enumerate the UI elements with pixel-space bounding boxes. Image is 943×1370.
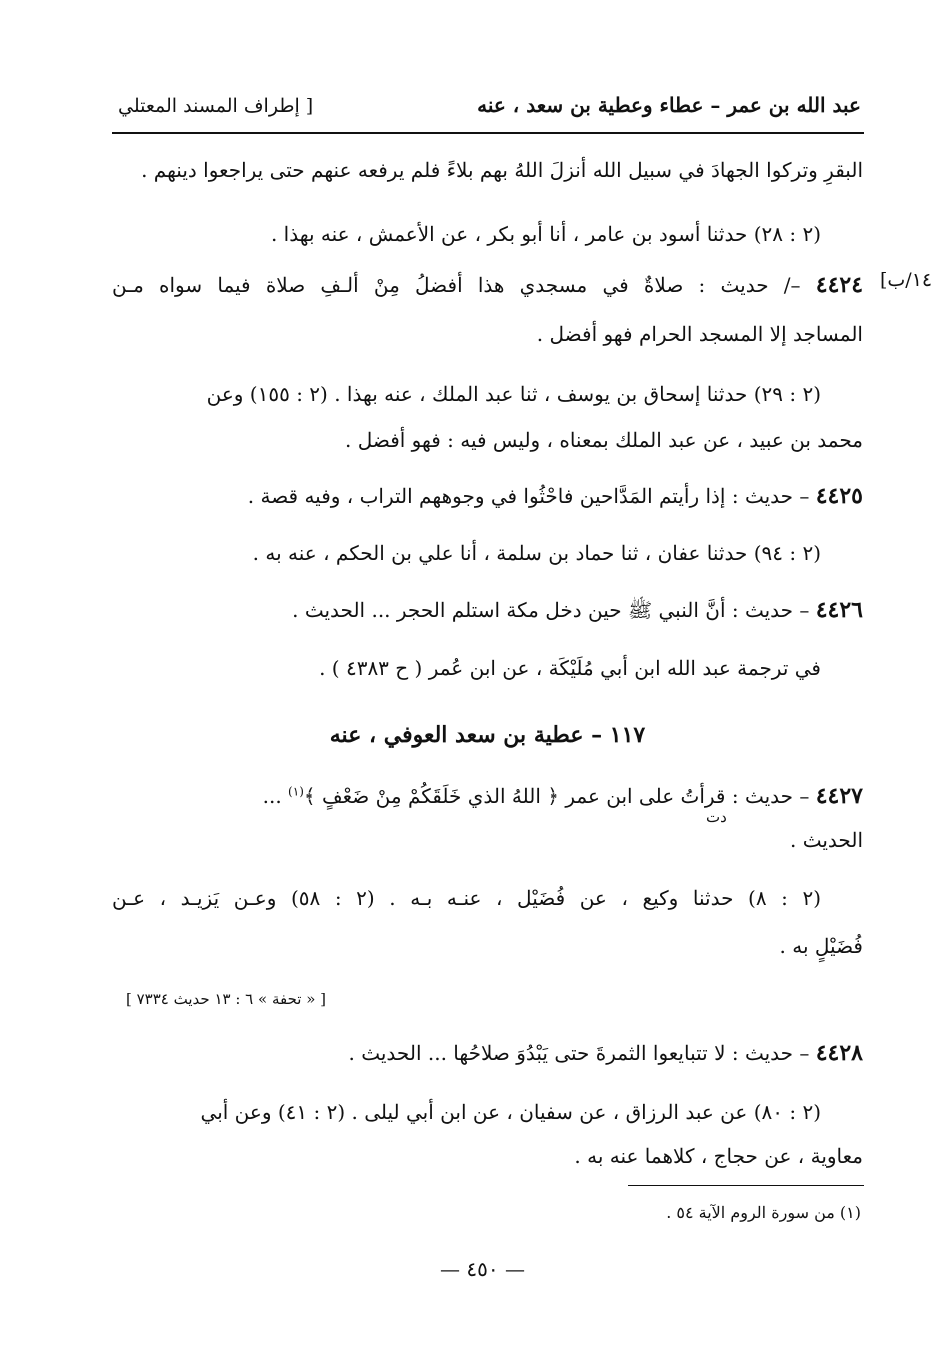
text-line: المساجد إلا المسجد الحرام فهو أفضل . (536, 322, 863, 346)
section-title: ١١٧ – عطية بن سعد العوفي ، عنه (329, 722, 646, 748)
hadith-number: ٤٤٢٧ (815, 783, 863, 809)
manuscript-folio-marker: ١٤/ب] (880, 269, 933, 291)
isnad-line: (٢ : ٩٤) حدثنا عفان ، ثنا حماد بن سلمة ، أنا علي بن الحكم ، عنه به . (252, 541, 821, 565)
isnad-line: (٢ : ٢٩) حدثنا إسحاق بن يوسف ، ثنا عبد الملك ، عنه بهذا . (٢ : ١٥٥) وعن (206, 382, 821, 406)
text-line: معاوية ، عن حجاج ، كلاهما عنه به . (574, 1144, 863, 1168)
running-header-book: [ إطراف المسند المعتلي (118, 95, 314, 117)
page-number: — ٤٥٠ — (440, 1257, 525, 1281)
footnote-reference: (١) (288, 784, 304, 799)
hadith-entry-4424 (112, 272, 863, 298)
text-line: البقرِ وتركوا الجهادَ في سبيل الله أنزلَ اللهُ بهم بلاءً فلم يرفعه عنهم حتى يراجعوا دينهم . (141, 158, 863, 182)
hadith-text: – حديث : إذا رأيتم المَدَّاحين فاحْثُوا في وجوههم التراب ، وفيه قصة . (247, 484, 810, 508)
hadith-number: ٤٤٢٤ (815, 272, 864, 298)
hadith-entry-4427 (112, 783, 863, 809)
isnad-line: (٢ : ٨) حدثنا وكيع ، عن فُضَيْل ، عنـه بـه . (٢ : ٥٨) وعـن يَزيـد ، عـن (112, 886, 822, 910)
hadith-number: ٤٤٢٦ (815, 597, 863, 623)
hadith-text: – حديث : قرأتُ على ابن عمر ﴿ اللهُ الذي خَلَقَكُمْ مِنْ ضَعْفٍ ﴾ (303, 784, 810, 808)
hadith-entry-4426 (112, 597, 863, 627)
isnad-line: (٢ : ٨٠) عن عبد الرزاق ، عن سفيان ، عن ابن أبي ليلى . (٢ : ٤١) وعن أبي (200, 1100, 821, 1124)
text-line: فُضَيْلٍ به . (779, 934, 863, 958)
text-line: الحديث . (790, 828, 863, 852)
cross-reference-line: في ترجمة عبد الله ابن أبي مُلَيْكَة ، عن ابن عُمر ( ح ٤٣٨٣ ) . (319, 656, 821, 680)
hadith-entry-4428 (112, 1040, 863, 1066)
hadith-entry-4425 (112, 483, 863, 509)
hadith-text: – حديث : لا تتبايعوا الثمرةَ حتى يَبْدُوَ صلاحُها ... الحديث . (348, 1041, 810, 1065)
hadith-text: – حديث : أنَّ النبي ﷺ حين دخل مكة استلم الحجر ... الحديث . (292, 598, 810, 622)
isnad-line: (٢ : ٢٨) حدثنا أسود بن عامر ، أنا أبو بكر ، عن الأعمش ، عنه بهذا . (270, 222, 821, 246)
hadith-ellipsis: ... (262, 784, 282, 808)
hadith-text: –/ حديث : صلاةٌ في مسجدي هذا أفضلُ مِنْ ألـفِ صلاة فيما سواه مـن (112, 273, 801, 297)
tuhfa-reference: [ « تحفة » ٦ : ١٣ حديث ٧٣٣٤ ] (126, 990, 327, 1008)
hadith-number: ٤٤٢٨ (815, 1040, 863, 1066)
header-divider (112, 132, 864, 134)
text-line: محمد بن عبيد ، عن عبد الملك بمعناه ، وليس فيه : فهو أفضل . (344, 428, 863, 452)
section-heading (112, 722, 863, 748)
source-marker: دت (706, 808, 727, 826)
hadith-number: ٤٤٢٥ (815, 483, 863, 509)
footnote-divider (628, 1185, 864, 1186)
footnote: (١) من سورة الروم الآية ٥٤ . (666, 1203, 861, 1222)
running-header-title: عبد الله بن عمر – عطاء وعطية بن سعد ، عنه (477, 93, 861, 117)
